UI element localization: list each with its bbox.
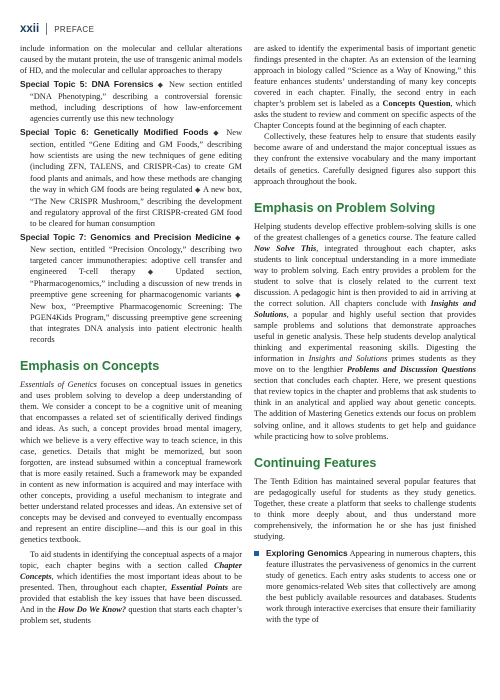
special-topic-7 [20,232,242,345]
text-run: question that starts each chapter’s problem set, students [20,605,242,626]
text-run: To aid students in identifying the conceptual aspects of a major topic, each chapter begins with a section called [20,549,242,571]
special-topic-6 [20,127,242,228]
left-column [20,43,242,626]
text-run: Helping students develop effective problem-solving skills is one of the greatest challenges of a genetics course. The feature called [254,221,476,242]
special-topic-5-title: Special Topic 5: DNA Forensics [20,79,154,90]
special-topic-6-text-1: New section, entitled “Gene Editing and GM Foods,” describing how scientists are using the new techniques of gene editing (including ZFN, TALENS, and CRISPR-Cas) to create GM food plants and animals, and how these methods are changing the way in which GM foods are being regulated [30,128,243,194]
bullet-separator: ◆ [157,82,170,90]
insights-and-solutions-italic: Insights and Solutions [308,354,388,364]
text-run: , which asks the student to review and comment on specific aspects of the Chapter Concepts found at the beginning of each chapter. [254,99,476,131]
special-topic-5 [20,79,242,124]
now-solve-this-term: Now Solve This [254,243,317,253]
exploring-genomics-title: Exploring Genomics [266,547,348,558]
exploring-genomics-text: Appearing in numerous chapters, this feature illustrates the pervasiveness of genomics in the current study of genetics. Each entry asks students to access one or more genomics-related Web sites that collectively are among the best publicly available resources and databases. Students work through interactive exercises that ensure their familiarity with the type of [266,548,476,625]
concepts-question-term: Concepts Question [382,99,451,109]
right-column [254,43,476,625]
continuing-features-paragraph: The Tenth Edition has maintained several popular features that are pedagogically useful for students as they study genetics. Together, these create a platform that seeks to challenge students to think more deeply about, and thus understand more comprehensively, the information he or she has just finished studying. [254,476,476,541]
special-topic-6-text-2: A new box, “The New CRISPR Mushroom,” describing the development and regulatory approval of the first CRISPR-created GM food to be cleared for human consumption [30,184,243,228]
essential-points-term: Essential Points [170,583,228,593]
bullet-separator: ◆ [213,130,227,138]
how-do-we-know-term: How Do We Know? [58,605,127,615]
bullet-separator: ◆ [235,291,243,299]
text-run: , a popular and highly useful section that provides sample problems and solutions that demonstrate approaches useful in genetic analysis. These help students develop analytical thinking and experimental reasoning skills. Digesting the information in [254,310,476,364]
page-number: xxii [20,23,40,35]
text-run: are provided that establish the key issues that have been discussed. And in the [20,583,242,615]
special-topic-5-text: New section entitled “DNA Phenotyping,” describing a controversial forensic method, including descriptions of how law-enforcement agencies currently use this new technology [30,80,243,124]
concepts-continued-paragraph [254,43,476,131]
insights-and-solutions-term: Insights and Solutions [254,298,476,320]
chapter-concepts-term: Chapter Concepts [20,561,242,582]
concepts-paragraph-1 [20,379,242,545]
special-topic-6-title: Special Topic 6: Genetically Modified Foods [20,127,209,138]
bullet-separator: ◆ [195,186,203,194]
square-bullet-icon [254,551,259,556]
text-run: primes students as they move on to the lengthier [254,354,476,375]
concepts-paragraph-1-text: focuses on conceptual issues in genetics and uses problem solving to develop a deep understanding of them. We consider a concept to be a cognitive unit of meaning that encompasses a related set of scientifically derived findings and ideas. As such, a concept provides broad mental imagery, which we believe is a very effective way to teach science, in this case, genetics. Details that might be memorized, but soon forgotten, are instead subsumed within a conceptual framework that is more easily retained. Such a framework may be expanded in content as new information is acquired and may interface with other concepts, providing a useful mechanism to integrate and better understand related processes and ideas. An extensive set of concepts may be devised and conveyed to eventually encompass and represent an entire discipline—and this is our goal in this genetics textbook. [20,380,242,544]
intro-paragraph: include information on the molecular and cellular alterations caused by the mutant protein, the use of transgenic animal models of HD, and the molecular and cellular approaches to therapy [20,44,242,76]
heading-continuing-features: Continuing Features [254,455,377,470]
text-run: section that concludes each chapter. Here, we present questions that review topics in the chapter and problems that ask students to think in an analytical and applied way about genetic concepts. The addition of Mastering Genetics extends our focus on problem solving online, and it allows students to get help and guidance while practicing how to solve problems. [254,376,476,441]
text-run: are asked to identify the experimental basis of important genetic findings presented in the chapter. As an extension of the learning approach in biology called “Science as a Way of Knowing,” this feature enhances students’ understanding of many key concepts covered in each chapter. Finally, the second entry in each chapter’s problem set is labeled as a [254,44,476,109]
special-topic-7-text-3: New box, “Preemptive Pharmacogenomic Screening: The PGEN4Kids Program,” discussing preemptive gene screening that integrates DNA analysis into patient electronic health records [30,302,242,345]
feature-bullet-exploring-genomics [254,548,476,625]
special-topic-7-title: Special Topic 7: Genomics and Precision Medicine [20,231,232,242]
special-topic-7-text-2: Updated section, “Pharmacogenomics,” including a discussion of new trends in preemptive gene screening for pharmacogenomic variants [30,266,242,299]
heading-emphasis-on-problem-solving: Emphasis on Problem Solving [254,200,436,215]
concepts-paragraph-2 [20,549,242,626]
header-divider [46,23,47,35]
book-title: Essentials of Genetics [20,380,97,390]
collectively-paragraph: Collectively, these features help to ensure that students easily become aware of and understand the major conceptual issues as they confront the extensive vocabulary and the many important details of genetics. Carefully designed figures also support this approach throughout the book. [254,132,476,186]
heading-emphasis-on-concepts: Emphasis on Concepts [20,359,160,374]
text-run: , which identifies the most important ideas about to be presented. Then, throughout each chapter, [20,572,242,593]
problems-and-discussion-term: Problems and Discussion Questions [346,365,476,375]
special-topic-7-text-1: New section, entitled “Precision Oncology,” describing two targeted cancer immunotherapies: adoptive cell transfer and engineered T-cell therapy [30,244,242,276]
text-run: , integrated throughout each chapter, asks students to link conceptual understanding in a more immediate way to problem solving. Each entry provides a problem for the student to solve that is closely related to the current text discussion. A pedagogic hint is then provided to aid in arriving at the correct solution. All chapters conclude with [254,243,476,308]
bullet-separator: ◆ [234,234,243,242]
problem-solving-paragraph [254,221,476,442]
page-header [20,22,94,36]
running-head: PREFACE [54,24,95,34]
bullet-separator: ◆ [147,268,176,276]
